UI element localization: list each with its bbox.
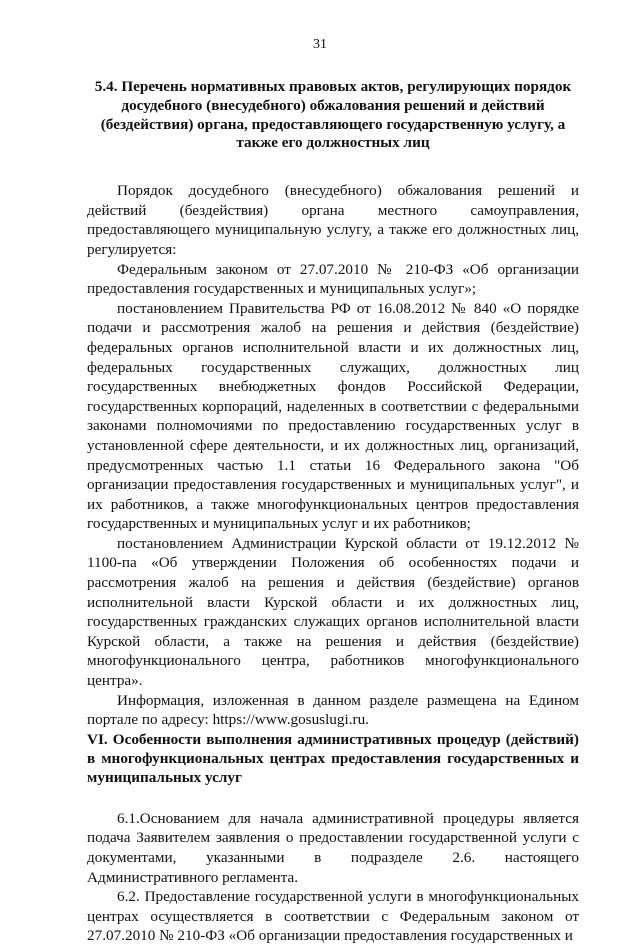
section-5-4-title: 5.4. Перечень нормативных правовых актов, регулирующих порядок досудебного (внесудебного) обжалования решений и действий (бездействия) органа, предоставляющего государственную услугу, а также его должностных лиц <box>94 78 572 152</box>
legal-act-government-resolution: постановлением Правительства РФ от 16.08.2012 № 840 «О порядке подачи и рассмотрения жалоб на решения и действия (бездействие) федеральных органов исполнительной власти и их должностных лиц, федеральных государственных служащих, должностных лиц государственных внебюджетных фондов Российской Федерации, государственных корпораций, наделенных в соответствии с федеральными законами полномочиями по предоставлению государственных услуг в установленной сфере деятельности, и их должностных лиц, организаций, предусмотренных частью 1.1 статьи 16 Федерального закона "Об организации предоставления государственных и муниципальных услуг", и их работников, а также многофункциональных центров предоставления государственных и муниципальных услуг и их работников; <box>87 299 579 533</box>
legal-act-federal-law: Федеральным законом от 27.07.2010 № 210-ФЗ «Об организации предоставления государственных и муниципальных услуг»; <box>87 260 579 298</box>
section-6-2-paragraph: 6.2. Предоставление государственной услуги в многофункциональных центрах осуществляется в соответствии с Федеральным законом от 27.07.2010 № 210-ФЗ «Об организации предоставления государственных и <box>87 888 579 945</box>
section-6-title: VI. Особенности выполнения административных процедур (действий) в многофункциональных центрах предоставления государственных и муниципальных услуг <box>87 730 579 786</box>
section-5-4-intro: Порядок досудебного (внесудебного) обжалования решений и действий (бездействия) органа местного самоуправления, предоставляющего муниципальную услугу, а также его должностных лиц, регулируется: <box>87 182 579 258</box>
section-6-1-paragraph: 6.1.Основанием для начала административной процедуры является подача Заявителем заявления о предоставлении государственной услуги с документами, указанными в подразделе 2.6. настоящего Административного регламента. <box>87 809 579 886</box>
document-content <box>87 70 579 946</box>
legal-act-kursk-resolution: постановлением Администрации Курской области от 19.12.2012 № 1100-па «Об утверждении Положения об особенностях подачи и рассмотрения жалоб на решения и действия (бездействие) органов исполнительной власти Курской области и их должностных лиц, государственных гражданских служащих органов исполнительной власти Курской области, а также на решения и действия (бездействие) многофункционального центра, работников многофункционального центра». <box>87 534 579 690</box>
section-5-4-info: Информация, изложенная в данном разделе размещена на Едином портале по адресу: https://www.gosuslugi.ru. <box>87 691 579 729</box>
page-number: 31 <box>313 37 327 52</box>
